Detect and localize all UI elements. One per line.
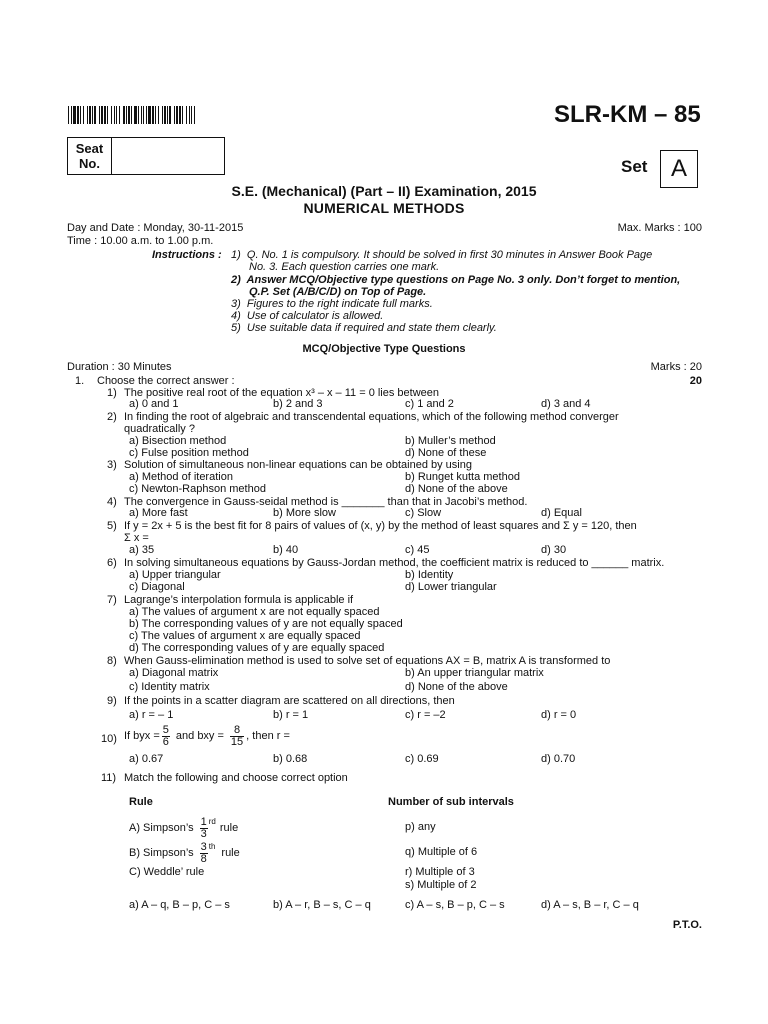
barcode-bar	[152, 106, 154, 124]
barcode-bar	[194, 106, 195, 124]
barcode-bar	[111, 106, 112, 124]
barcode-bar	[146, 106, 147, 124]
barcode-bar	[71, 106, 72, 124]
q4-option-b: b) More slow	[273, 507, 336, 519]
day-date: Day and Date : Monday, 30-11-2015	[67, 222, 244, 234]
barcode-bar	[123, 106, 125, 124]
q7-text: Lagrange’s interpolation formula is applicable if	[124, 594, 354, 606]
barcode-bar	[101, 106, 103, 124]
barcode-bar	[68, 106, 69, 124]
instruction-2-line-2: Q.P. Set (A/B/C/D) on Top of Page.	[249, 286, 427, 298]
q10-fraction-byx: $\frac{5}{6}$	[162, 723, 169, 748]
question-marks: 20	[689, 375, 702, 387]
barcode-bar	[176, 106, 178, 124]
paper-code: SLR-KM – 85	[554, 101, 701, 128]
q8-number: 8)	[107, 655, 117, 667]
question-prompt: Choose the correct answer :	[97, 375, 235, 387]
q5-option-d: d) 30	[541, 544, 567, 556]
q6-text: In solving simultaneous equations by Gauss-Jordan method, the coefficient matrix is reduced to ______ matrix.	[124, 557, 665, 569]
q4-option-c: c) Slow	[405, 507, 442, 519]
instruction-1-line-2: No. 3. Each question carries one mark.	[249, 261, 440, 273]
q11-rule-c: C) Weddle’ rule	[129, 866, 205, 878]
instruction-1: 1) Q. No. 1 is compulsory. It should be solved in first 30 minutes in Answer Book Page	[231, 249, 653, 261]
q11-rule-heading: Rule	[129, 796, 153, 808]
instruction-2: 2) Answer MCQ/Objective type questions on Page No. 3 only. Don’t forget to mention,	[231, 274, 681, 286]
barcode-bar	[80, 106, 81, 124]
q11-interval-heading: Number of sub intervals	[388, 796, 514, 808]
q3-option-a: a) Method of iteration	[129, 471, 233, 483]
q1-text: The positive real root of the equation x³ – x – 11 = 0 lies between	[124, 387, 440, 399]
max-marks: Max. Marks : 100	[617, 222, 702, 234]
barcode-bar	[87, 106, 88, 124]
q1-option-b: b) 2 and 3	[273, 398, 323, 410]
barcode-bar	[189, 106, 190, 124]
barcode-bar	[158, 106, 159, 124]
q10-option-d: d) 0.70	[541, 753, 576, 765]
barcode-bar	[174, 106, 175, 124]
barcode-bar	[138, 106, 139, 124]
barcode-bar	[77, 106, 79, 124]
barcode-bar	[179, 106, 181, 124]
q2-option-b: b) Muller’s method	[405, 435, 496, 447]
subject-title: NUMERICAL METHODS	[303, 200, 465, 216]
q2-text-cont: quadratically ?	[124, 423, 195, 435]
barcode-bar	[155, 106, 156, 124]
q11-rule-a: A) Simpson’s $\frac{1}{3}$ $^{rd}$ rule	[129, 815, 239, 840]
q4-option-a: a) More fast	[129, 507, 188, 519]
q5-text-cont: Σ x =	[124, 532, 149, 544]
instructions-label: Instructions :	[152, 249, 222, 261]
q5-text: If y = 2x + 5 is the best fit for 8 pairs of values of (x, y) by the method of least squares and Σ y = 120, then	[124, 520, 637, 532]
q10-number: 10)	[101, 733, 117, 745]
q2-option-a: a) Bisection method	[129, 435, 227, 447]
barcode-bar	[83, 106, 84, 124]
page-turn-note: P.T.O.	[672, 919, 702, 931]
q8-option-b: b) An upper triangular matrix	[405, 667, 544, 679]
q6-option-a: a) Upper triangular	[129, 569, 221, 581]
barcode	[68, 106, 197, 124]
question-number: 1.	[75, 375, 85, 387]
barcode-bar	[131, 106, 132, 124]
q11-option-a: a) A – q, B – p, C – s	[129, 899, 230, 911]
q8-option-a: a) Diagonal matrix	[129, 667, 219, 679]
barcode-bar	[148, 106, 151, 124]
instruction-2-line-1: Answer MCQ/Objective type questions on Page No. 3 only. Don’t forget to mention,	[246, 274, 681, 286]
q3-option-c: c) Newton-Raphson method	[129, 483, 266, 495]
q10-fraction-bxy: $\frac{8}{15}$	[230, 723, 244, 748]
q7-option-c: c) The values of argument x are equally spaced	[129, 630, 361, 642]
barcode-bar	[104, 106, 106, 124]
instruction-1-line-1: Q. No. 1 is compulsory. It should be solved in first 30 minutes in Answer Book Page	[246, 249, 653, 261]
q11-number: 11)	[101, 772, 117, 784]
seat-number-box	[67, 137, 225, 175]
barcode-bar	[99, 106, 100, 124]
barcode-bar	[119, 106, 120, 124]
q9-option-d: d) r = 0	[541, 709, 577, 721]
barcode-bar	[114, 106, 115, 124]
barcode-bar	[126, 106, 127, 124]
q9-option-b: b) r = 1	[273, 709, 309, 721]
barcode-bar	[94, 106, 96, 124]
q4-option-d: d) Equal	[541, 507, 582, 519]
q7-option-b: b) The corresponding values of y are not equally spaced	[129, 618, 403, 630]
barcode-bar	[134, 106, 137, 124]
barcode-bar	[167, 106, 168, 124]
q11-text: Match the following and choose correct option	[124, 772, 348, 784]
barcode-bar	[169, 106, 171, 124]
q9-number: 9)	[107, 695, 117, 707]
barcode-bar	[116, 106, 117, 124]
q3-option-d: d) None of the above	[405, 483, 508, 495]
barcode-bar	[162, 106, 163, 124]
q2-number: 2)	[107, 411, 117, 423]
exam-title: S.E. (Mechanical) (Part – II) Examination, 2015	[231, 183, 537, 199]
q8-option-c: c) Identity matrix	[129, 681, 210, 693]
q7-option-a: a) The values of argument x are not equally spaced	[129, 606, 380, 618]
duration: Duration : 30 Minutes	[67, 361, 172, 373]
q6-option-c: c) Diagonal	[129, 581, 185, 593]
section-title: MCQ/Objective Type Questions	[302, 343, 466, 355]
q11-option-c: c) A – s, B – p, C – s	[405, 899, 505, 911]
q10-text: If byx = $\frac{5}{6}$ and bxy = $\frac{8}{15}$ , then r =	[124, 723, 290, 748]
q3-option-b: b) Runget kutta method	[405, 471, 520, 483]
barcode-bar	[164, 106, 166, 124]
q10-option-b: b) 0.68	[273, 753, 308, 765]
q9-option-a: a) r = – 1	[129, 709, 174, 721]
barcode-bar	[186, 106, 187, 124]
q3-number: 3)	[107, 459, 117, 471]
barcode-bar	[182, 106, 183, 124]
q1-number: 1)	[107, 387, 117, 399]
q10-option-a: a) 0.67	[129, 753, 164, 765]
seat-label: Seat No.	[68, 138, 112, 174]
q1-option-c: c) 1 and 2	[405, 398, 454, 410]
q6-option-d: d) Lower triangular	[405, 581, 497, 593]
q9-text: If the points in a scatter diagram are scattered on all directions, then	[124, 695, 455, 707]
q11-interval-r: r) Multiple of 3	[405, 866, 475, 878]
barcode-bar	[89, 106, 91, 124]
q5-option-b: b) 40	[273, 544, 299, 556]
q11-interval-p: p) any	[405, 821, 436, 833]
instruction-4: 4) Use of calculator is allowed.	[231, 310, 384, 322]
q3-text: Solution of simultaneous non-linear equations can be obtained by using	[124, 459, 472, 471]
q6-number: 6)	[107, 557, 117, 569]
q4-number: 4)	[107, 496, 117, 508]
barcode-bar	[128, 106, 130, 124]
q7-option-d: d) The corresponding values of y are equally spaced	[129, 642, 385, 654]
q11-rule-b: B) Simpson’s $\frac{3}{8}$ $^{th}$ rule	[129, 840, 240, 865]
barcode-bar	[143, 106, 144, 124]
section-marks: Marks : 20	[650, 361, 702, 373]
time: Time : 10.00 a.m. to 1.00 p.m.	[67, 235, 214, 247]
q11-option-d: d) A – s, B – r, C – q	[541, 899, 639, 911]
instruction-3: 3) Figures to the right indicate full marks.	[231, 298, 433, 310]
q11-interval-q: q) Multiple of 6	[405, 846, 478, 858]
q5-number: 5)	[107, 520, 117, 532]
barcode-bar	[92, 106, 93, 124]
q10-option-c: c) 0.69	[405, 753, 439, 765]
barcode-bar	[141, 106, 142, 124]
q2-option-d: d) None of these	[405, 447, 487, 459]
q7-number: 7)	[107, 594, 117, 606]
q2-text: In finding the root of algebraic and transcendental equations, which of the following method converger	[124, 411, 619, 423]
q1-option-a: a) 0 and 1	[129, 398, 179, 410]
barcode-bar	[73, 106, 76, 124]
q8-option-d: d) None of the above	[405, 681, 508, 693]
q9-option-c: c) r = –2	[405, 709, 446, 721]
q5-option-c: c) 45	[405, 544, 430, 556]
q2-option-c: c) Fulse position method	[129, 447, 249, 459]
q11-option-b: b) A – r, B – s, C – q	[273, 899, 371, 911]
q6-option-b: b) Identity	[405, 569, 454, 581]
barcode-bar	[191, 106, 192, 124]
instruction-5: 5) Use suitable data if required and state them clearly.	[231, 322, 497, 334]
q1-option-d: d) 3 and 4	[541, 398, 591, 410]
q5-option-a: a) 35	[129, 544, 155, 556]
q8-text: When Gauss-elimination method is used to solve set of equations AX = B, matrix A is transformed to	[124, 655, 611, 667]
set-label: Set	[621, 157, 648, 176]
set-value-box: A	[660, 150, 698, 188]
q11-interval-s: s) Multiple of 2	[405, 879, 477, 891]
q4-text: The convergence in Gauss-seidal method is _______ than that in Jacobi’s method.	[124, 496, 528, 508]
barcode-bar	[107, 106, 108, 124]
